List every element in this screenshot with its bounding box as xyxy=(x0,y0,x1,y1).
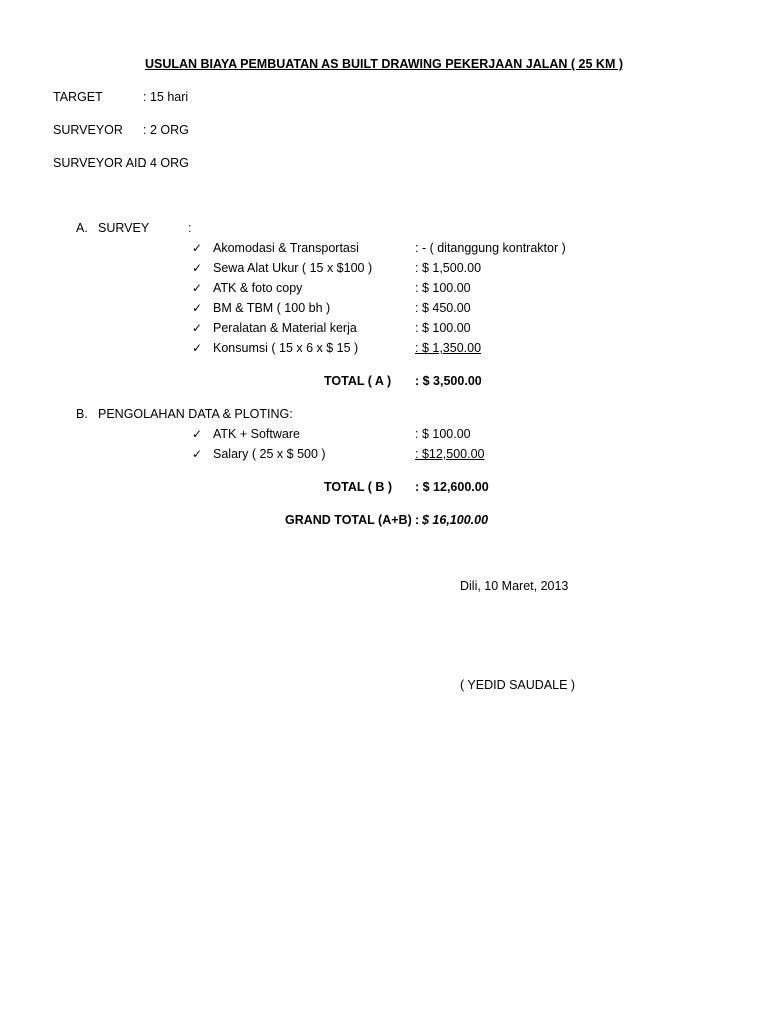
target-label: TARGET xyxy=(53,90,103,104)
grand-total-value: $ 16,100.00 xyxy=(422,513,489,527)
grand-total-colon: : xyxy=(415,513,420,527)
check-icon: ✓ xyxy=(192,281,203,295)
total-b-value: : $ 12,600.00 xyxy=(415,480,489,494)
check-icon: ✓ xyxy=(192,447,203,461)
signatory-name: ( YEDID SAUDALE ) xyxy=(460,678,576,692)
survey-item-label: BM & TBM ( 100 bh ) xyxy=(213,301,331,315)
grand-total-label: GRAND TOTAL (A+B) xyxy=(285,513,412,527)
survey-item-value: : $ 1,500.00 xyxy=(415,261,482,275)
check-icon: ✓ xyxy=(192,427,203,441)
survey-item-value: : $ 450.00 xyxy=(415,301,471,315)
document-title: USULAN BIAYA PEMBUATAN AS BUILT DRAWING PEKERJAAN JALAN ( 25 KM ) xyxy=(144,57,624,71)
processing-item-value: : $ 100.00 xyxy=(415,427,471,441)
survey-item-label: Sewa Alat Ukur ( 15 x $100 ) xyxy=(213,261,373,275)
survey-item-label: ATK & foto copy xyxy=(213,281,303,295)
survey-item-value: : - ( ditanggung kontraktor ) xyxy=(415,241,566,255)
total-b-label: TOTAL ( B ) xyxy=(324,480,393,494)
check-icon: ✓ xyxy=(192,301,203,315)
survey-item-label: Akomodasi & Transportasi xyxy=(213,241,359,255)
processing-item-label: Salary ( 25 x $ 500 ) xyxy=(213,447,326,461)
total-a-label: TOTAL ( A ) xyxy=(324,374,392,388)
processing-item-label: ATK + Software xyxy=(213,427,300,441)
check-icon: ✓ xyxy=(192,341,203,355)
section-a-title: SURVEY xyxy=(98,221,150,235)
processing-item-value: : $12,500.00 xyxy=(415,447,485,461)
place-date: Dili, 10 Maret, 2013 xyxy=(460,579,569,593)
survey-item-label: Peralatan & Material kerja xyxy=(213,321,357,335)
survey-item-label: Konsumsi ( 15 x 6 x $ 15 ) xyxy=(213,341,359,355)
check-icon: ✓ xyxy=(192,241,203,255)
section-b-letter: B. xyxy=(76,407,88,421)
check-icon: ✓ xyxy=(192,261,203,275)
check-icon: ✓ xyxy=(192,321,203,335)
section-a-letter: A. xyxy=(76,221,88,235)
survey-item-value: : $ 100.00 xyxy=(415,281,471,295)
surveyor-value: : 2 ORG xyxy=(143,123,189,137)
surveyor-aid-label: SURVEYOR AID xyxy=(53,156,147,170)
target-value: : 15 hari xyxy=(143,90,189,104)
section-b-title: PENGOLAHAN DATA & PLOTING: xyxy=(98,407,293,421)
survey-item-value: : $ 1,350.00 xyxy=(415,341,482,355)
surveyor-aid-value: : 4 ORG xyxy=(143,156,189,170)
total-a-value: : $ 3,500.00 xyxy=(415,374,482,388)
section-a-colon: : xyxy=(188,221,192,235)
survey-item-value: : $ 100.00 xyxy=(415,321,471,335)
surveyor-label: SURVEYOR xyxy=(53,123,123,137)
